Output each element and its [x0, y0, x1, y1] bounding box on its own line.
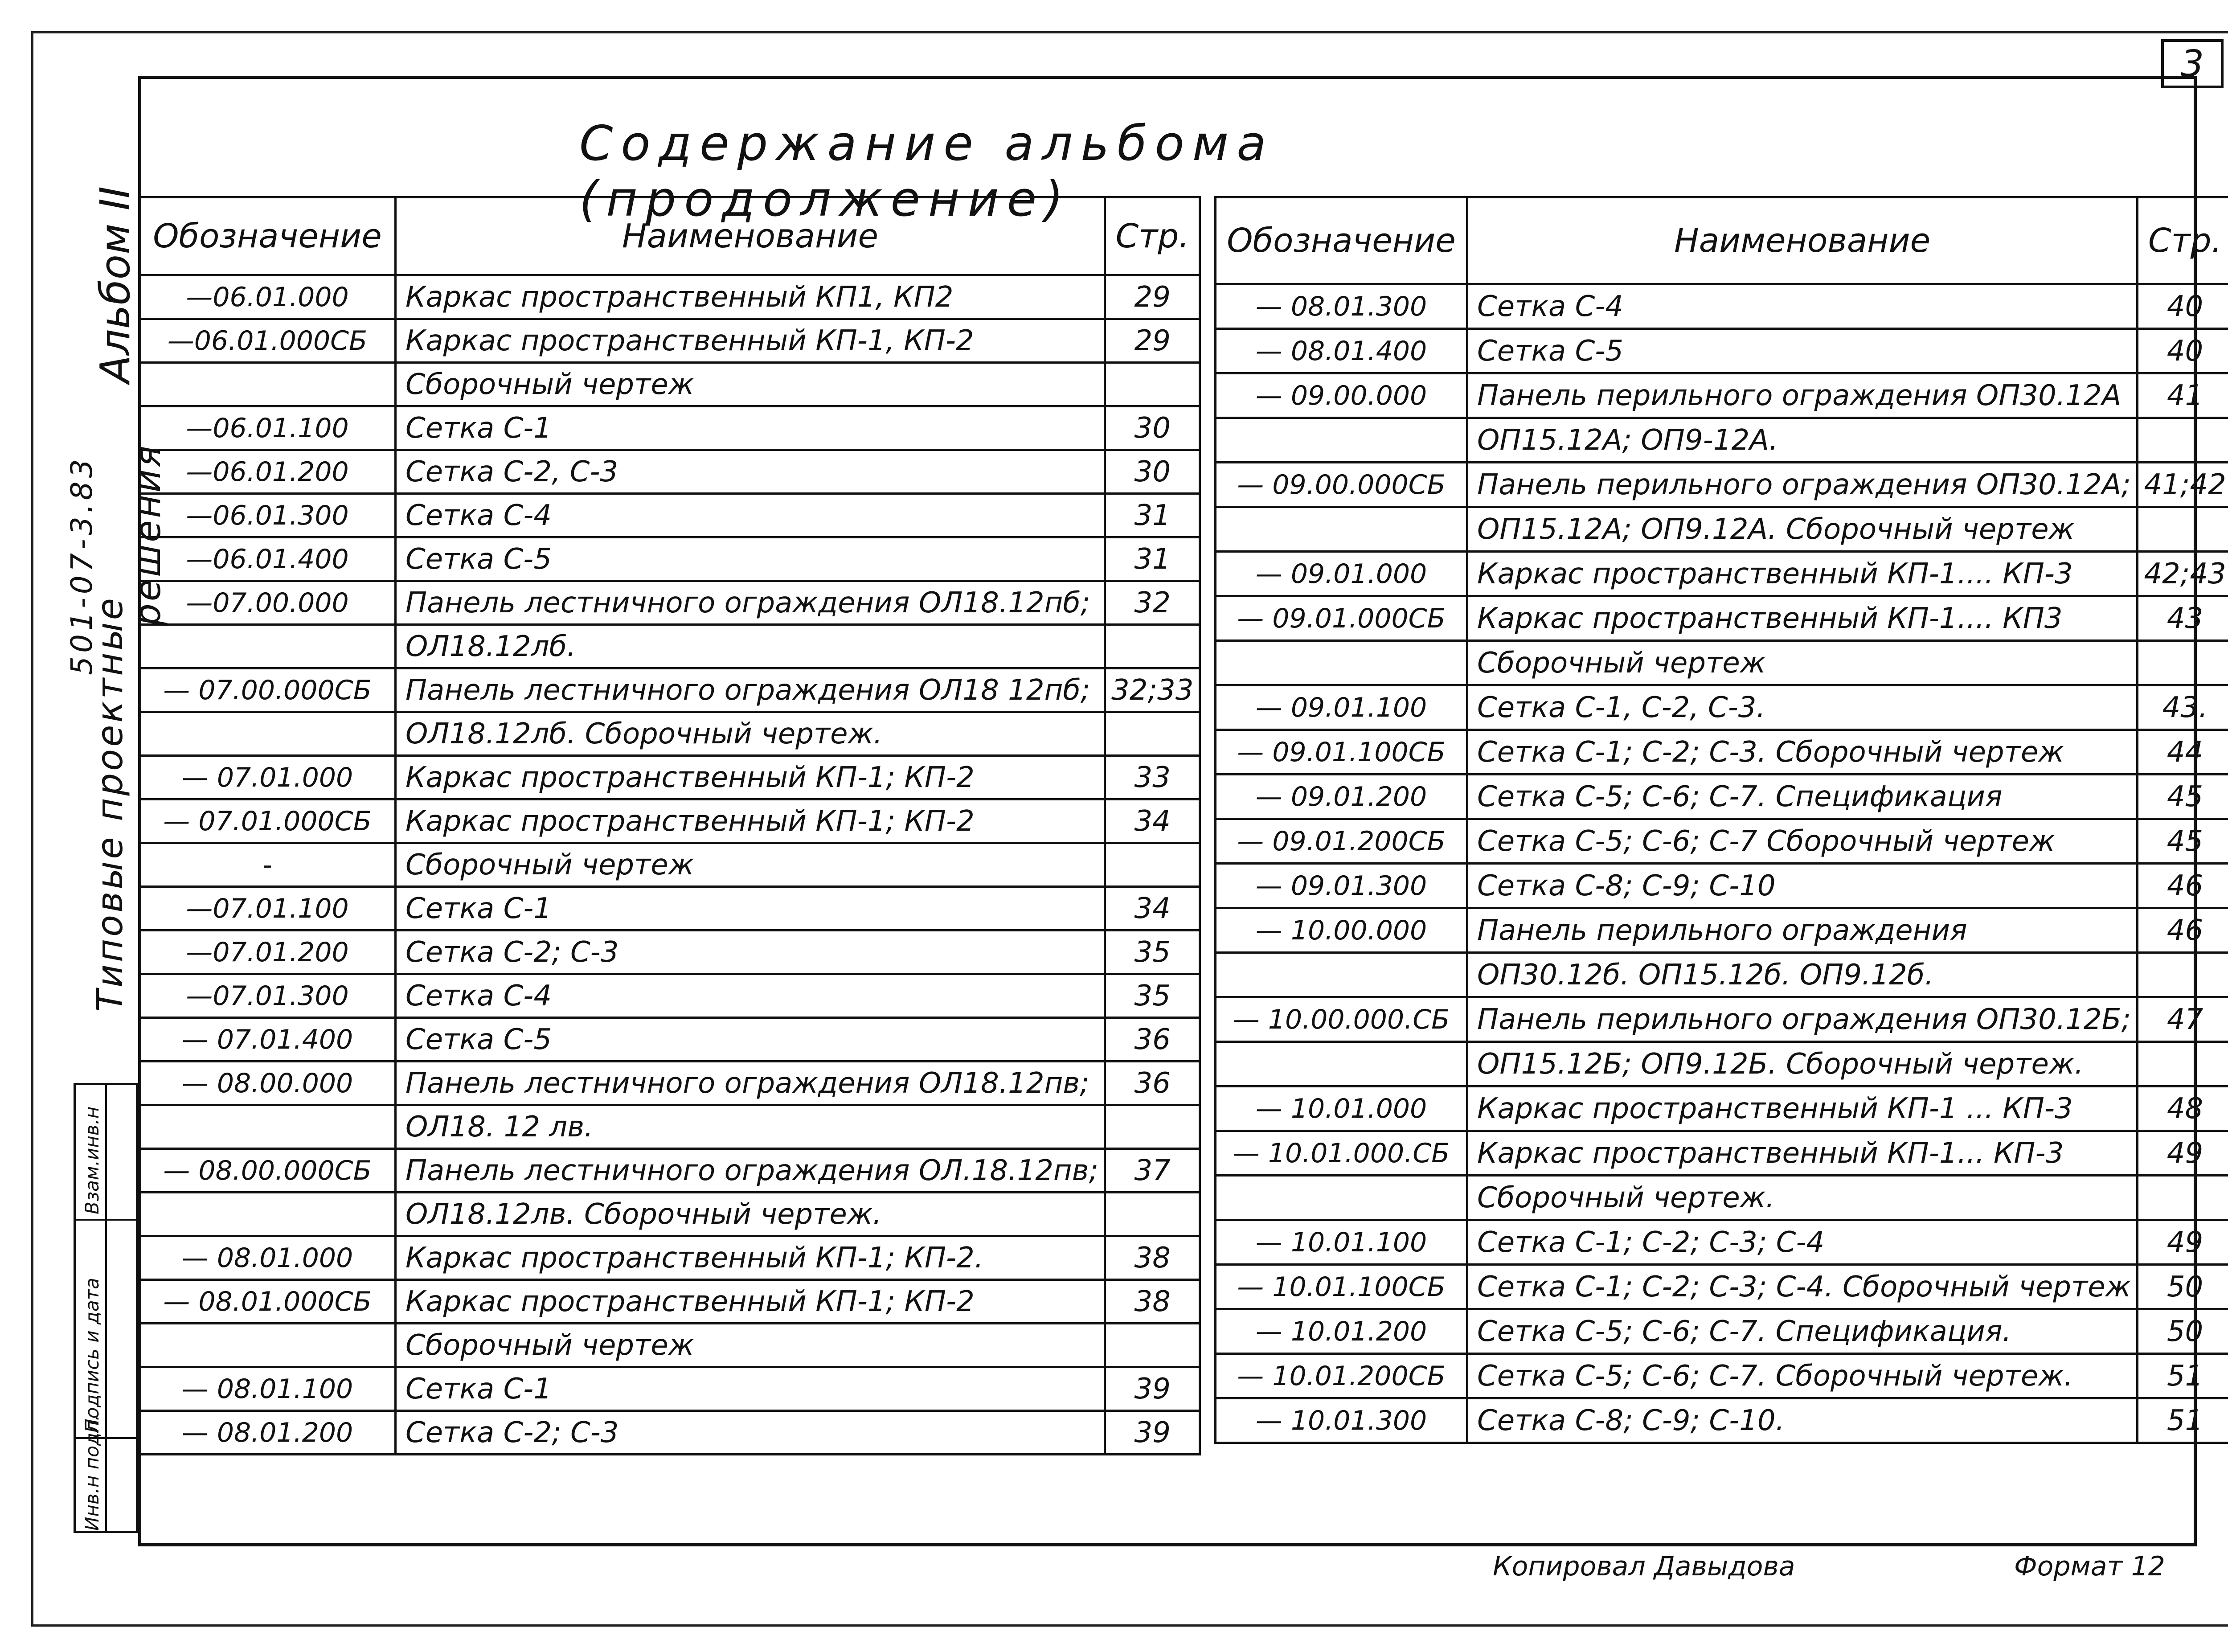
row-page: 36 [1105, 1062, 1200, 1105]
row-code [1216, 1176, 1467, 1220]
row-name: Сетка С-2; С-3 [396, 931, 1105, 974]
row-name: Сборочный чертеж [396, 363, 1105, 406]
table-row [1216, 507, 2228, 552]
row-code: - [139, 843, 396, 887]
table-row [1216, 641, 2228, 685]
row-page: 48 [2138, 1086, 2228, 1131]
row-name: ОП30.12б. ОП15.12б. ОП9.12б. [1467, 953, 2138, 997]
row-page: 49 [2138, 1131, 2228, 1176]
row-page [1105, 1193, 1200, 1236]
table-row [139, 363, 1200, 406]
row-code: — 10.01.200СБ [1216, 1354, 1467, 1398]
row-name: Сборочный чертеж [1467, 641, 2138, 685]
row-name: Панель перильного ограждения ОП30.12Б; [1467, 997, 2138, 1042]
row-code: — 09.01.200СБ [1216, 819, 1467, 864]
table-row [139, 319, 1200, 363]
row-name: Панель перильного ограждения ОП30.12А [1467, 373, 2138, 418]
row-code: — 09.01.100СБ [1216, 730, 1467, 775]
row-name: Панель лестничного ограждения ОЛ18 12пб; [396, 668, 1105, 712]
table-row [139, 1367, 1200, 1411]
stamp-label-inv: Инв.н подл. [81, 1414, 103, 1531]
row-code: — 07.01.000 [139, 756, 396, 799]
row-name: ОП15.12А; ОП9.12А. Сборочный чертеж [1467, 507, 2138, 552]
header-name: Наименование [1467, 197, 2138, 284]
row-page [1105, 712, 1200, 756]
series-label-line1: Типовые проектные [89, 596, 131, 1012]
row-page [1105, 1105, 1200, 1149]
table-row [139, 756, 1200, 799]
table-row [139, 1193, 1200, 1236]
row-code: — 08.01.200 [139, 1411, 396, 1455]
table-row [139, 406, 1200, 450]
row-page: 38 [1105, 1236, 1200, 1280]
row-name: Каркас пространственный КП-1; КП-2 [396, 799, 1105, 843]
row-name: Сетка С-5 [396, 537, 1105, 581]
row-code: — 10.01.000 [1216, 1086, 1467, 1131]
table-row [1216, 1265, 2228, 1309]
stamp-label-replace: Взам.инв.н [81, 1106, 103, 1214]
row-name: Сетка С-8; С-9; С-10 [1467, 864, 2138, 908]
table-row [139, 1280, 1200, 1324]
row-name: Каркас пространственный КП-1.... КП-3 [1467, 552, 2138, 596]
header-page: Стр. [1105, 197, 1200, 275]
row-page [2138, 1176, 2228, 1220]
row-code: — 09.01.100 [1216, 685, 1467, 730]
row-code: — 10.01.000.СБ [1216, 1131, 1467, 1176]
table-row [1216, 730, 2228, 775]
table-row [139, 712, 1200, 756]
row-code: — 07.01.400 [139, 1018, 396, 1062]
row-name: ОП15.12А; ОП9-12А. [1467, 418, 2138, 463]
table-row [139, 275, 1200, 319]
row-page: 44 [2138, 730, 2228, 775]
row-name: ОЛ18.12лб. [396, 625, 1105, 668]
row-code [139, 712, 396, 756]
row-name: Сетка С-4 [396, 494, 1105, 537]
row-name: Сетка С-1; С-2; С-3. Сборочный чертеж [1467, 730, 2138, 775]
row-code: — 09.01.300 [1216, 864, 1467, 908]
row-code: — 08.01.000 [139, 1236, 396, 1280]
row-name: Сетка С-5; С-6; С-7. Спецификация [1467, 775, 2138, 819]
table-row [1216, 1086, 2228, 1131]
row-code: — 09.01.000СБ [1216, 596, 1467, 641]
row-name: Сетка С-1; С-2; С-3; С-4. Сборочный чертеж [1467, 1265, 2138, 1309]
row-code: —06.01.100 [139, 406, 396, 450]
table-row [1216, 1131, 2228, 1176]
table-row [1216, 1220, 2228, 1265]
row-page: 33 [1105, 756, 1200, 799]
row-page: 50 [2138, 1265, 2228, 1309]
row-code [1216, 418, 1467, 463]
row-code [1216, 507, 1467, 552]
row-page: 40 [2138, 329, 2228, 373]
row-code: — 07.01.000СБ [139, 799, 396, 843]
row-page: 39 [1105, 1367, 1200, 1411]
row-code [1216, 953, 1467, 997]
row-page: 32;33 [1105, 668, 1200, 712]
row-name: Каркас пространственный КП-1; КП-2 [396, 1280, 1105, 1324]
row-page [2138, 953, 2228, 997]
row-name: Сетка С-8; С-9; С-10. [1467, 1398, 2138, 1443]
row-name: Сетка С-1 [396, 1367, 1105, 1411]
row-page: 34 [1105, 887, 1200, 931]
table-row [139, 1062, 1200, 1105]
row-page: 51 [2138, 1398, 2228, 1443]
row-code [1216, 1042, 1467, 1086]
row-code [1216, 641, 1467, 685]
row-code: —06.01.200 [139, 450, 396, 494]
copied-by: Копировал Давыдова [1493, 1551, 1795, 1582]
row-name: Панель перильного ограждения [1467, 908, 2138, 953]
row-code: —06.01.300 [139, 494, 396, 537]
header-name: Наименование [396, 197, 1105, 275]
row-page: 38 [1105, 1280, 1200, 1324]
table-row [1216, 775, 2228, 819]
row-code: — 10.01.100СБ [1216, 1265, 1467, 1309]
row-code [139, 363, 396, 406]
row-name: Каркас пространственный КП-1 ... КП-3 [1467, 1086, 2138, 1131]
row-page: 30 [1105, 406, 1200, 450]
row-page: 37 [1105, 1149, 1200, 1193]
header-code: Обозначение [1216, 197, 1467, 284]
table-row [139, 974, 1200, 1018]
row-code: —07.01.200 [139, 931, 396, 974]
contents-table-right [1214, 196, 2228, 1444]
row-code: — 08.01.400 [1216, 329, 1467, 373]
table-row [139, 668, 1200, 712]
row-page [2138, 418, 2228, 463]
row-page: 43 [2138, 596, 2228, 641]
series-label-line2: решения [127, 443, 168, 626]
row-code: — 09.01.000 [1216, 552, 1467, 596]
table-row [139, 799, 1200, 843]
row-name: Каркас пространственный КП1, КП2 [396, 275, 1105, 319]
row-code: — 08.01.300 [1216, 284, 1467, 329]
row-page: 36 [1105, 1018, 1200, 1062]
row-page [1105, 843, 1200, 887]
row-page: 35 [1105, 931, 1200, 974]
row-page: 43. [2138, 685, 2228, 730]
table-row [139, 1411, 1200, 1455]
row-code: — 10.01.200 [1216, 1309, 1467, 1354]
row-page: 49 [2138, 1220, 2228, 1265]
row-code [139, 625, 396, 668]
table-row [1216, 1042, 2228, 1086]
table-row [139, 843, 1200, 887]
table-row [1216, 552, 2228, 596]
row-name: Сетка С-2; С-3 [396, 1411, 1105, 1455]
row-page: 30 [1105, 450, 1200, 494]
row-code: — 10.01.100 [1216, 1220, 1467, 1265]
row-name: Сетка С-1 [396, 887, 1105, 931]
table-row [139, 1105, 1200, 1149]
table-row [139, 1149, 1200, 1193]
row-page: 42;43 [2138, 552, 2228, 596]
row-page: 46 [2138, 864, 2228, 908]
page-title: Содержание альбома (продолжение) [579, 116, 1274, 227]
row-code: — 10.00.000.СБ [1216, 997, 1467, 1042]
row-name: Сборочный чертеж. [1467, 1176, 2138, 1220]
row-name: Каркас пространственный КП-1, КП-2 [396, 319, 1105, 363]
row-name: Сетка С-1, С-2, С-3. [1467, 685, 2138, 730]
stamp-divider [76, 1219, 136, 1221]
row-code: — 09.01.200 [1216, 775, 1467, 819]
row-name: Каркас пространственный КП-1... КП-3 [1467, 1131, 2138, 1176]
row-name: ОП15.12Б; ОП9.12Б. Сборочный чертеж. [1467, 1042, 2138, 1086]
row-name: Панель лестничного ограждения ОЛ18.12пб; [396, 581, 1105, 625]
table-row [1216, 418, 2228, 463]
row-page: 31 [1105, 537, 1200, 581]
row-page: 41;42 [2138, 463, 2228, 507]
row-code: — 09.00.000 [1216, 373, 1467, 418]
table-row [1216, 1398, 2228, 1443]
row-code [139, 1324, 396, 1367]
table-row [1216, 1309, 2228, 1354]
row-page [1105, 1324, 1200, 1367]
stamp-label-signature: Подпись и дата [81, 1278, 103, 1433]
table-row [1216, 596, 2228, 641]
row-code: —06.01.400 [139, 537, 396, 581]
row-page [2138, 507, 2228, 552]
row-code: —07.01.100 [139, 887, 396, 931]
row-name: Сборочный чертеж [396, 1324, 1105, 1367]
row-code: —06.01.000 [139, 275, 396, 319]
table-row [139, 887, 1200, 931]
table-row [1216, 953, 2228, 997]
table-row [139, 931, 1200, 974]
header-page: Стр. [2138, 197, 2228, 284]
table-row [1216, 284, 2228, 329]
table-row [139, 1236, 1200, 1280]
row-page: 39 [1105, 1411, 1200, 1455]
row-code [139, 1193, 396, 1236]
row-code [139, 1105, 396, 1149]
approval-stamp [74, 1083, 138, 1533]
row-code: — 08.00.000 [139, 1062, 396, 1105]
row-name: Панель лестничного ограждения ОЛ.18.12пв; [396, 1149, 1105, 1193]
row-code: —07.01.300 [139, 974, 396, 1018]
row-page: 34 [1105, 799, 1200, 843]
row-page: 41 [2138, 373, 2228, 418]
row-name: Сетка С-5; С-6; С-7. Спецификация. [1467, 1309, 2138, 1354]
table-row [1216, 373, 2228, 418]
album-label: Альбом II [91, 186, 139, 383]
row-code: —07.00.000 [139, 581, 396, 625]
table-row [139, 581, 1200, 625]
contents-table-left [138, 196, 1201, 1455]
table-row [1216, 1176, 2228, 1220]
table-row [139, 625, 1200, 668]
row-page: 51 [2138, 1354, 2228, 1398]
row-page [1105, 625, 1200, 668]
row-name: Сетка С-1 [396, 406, 1105, 450]
sheet-format: Формат 12 [2014, 1551, 2165, 1582]
table-row [139, 494, 1200, 537]
row-page: 35 [1105, 974, 1200, 1018]
table-row [1216, 329, 2228, 373]
row-code: —06.01.000СБ [139, 319, 396, 363]
row-name: Сетка С-5; С-6; С-7. Сборочный чертеж. [1467, 1354, 2138, 1398]
row-code: — 07.00.000СБ [139, 668, 396, 712]
row-page: 50 [2138, 1309, 2228, 1354]
table-row [1216, 463, 2228, 507]
row-name: Сетка С-4 [396, 974, 1105, 1018]
table-row [139, 537, 1200, 581]
header-code: Обозначение [139, 197, 396, 275]
row-name: ОЛ18. 12 лв. [396, 1105, 1105, 1149]
row-page: 45 [2138, 819, 2228, 864]
row-name: Сетка С-5 [1467, 329, 2138, 373]
row-page [2138, 641, 2228, 685]
row-page: 47 [2138, 997, 2228, 1042]
row-code: — 09.00.000СБ [1216, 463, 1467, 507]
table-row [1216, 864, 2228, 908]
row-code: — 08.01.000СБ [139, 1280, 396, 1324]
row-name: Сетка С-5 [396, 1018, 1105, 1062]
row-page: 45 [2138, 775, 2228, 819]
row-name: Сборочный чертеж [396, 843, 1105, 887]
row-name: Сетка С-4 [1467, 284, 2138, 329]
row-page: 40 [2138, 284, 2228, 329]
row-name: Панель перильного ограждения ОП30.12А; [1467, 463, 2138, 507]
row-name: ОЛ18.12лв. Сборочный чертеж. [396, 1193, 1105, 1236]
table-row [139, 450, 1200, 494]
table-row [1216, 819, 2228, 864]
document-code: 501-07-3.83 [65, 455, 99, 675]
row-name: Панель лестничного ограждения ОЛ18.12пв; [396, 1062, 1105, 1105]
row-page: 46 [2138, 908, 2228, 953]
row-name: Каркас пространственный КП-1; КП-2 [396, 756, 1105, 799]
row-name: Сетка С-5; С-6; С-7 Сборочный чертеж [1467, 819, 2138, 864]
row-page [1105, 363, 1200, 406]
row-page: 29 [1105, 319, 1200, 363]
row-page: 32 [1105, 581, 1200, 625]
row-name: Сетка С-1; С-2; С-3; С-4 [1467, 1220, 2138, 1265]
row-page: 29 [1105, 275, 1200, 319]
table-row [1216, 685, 2228, 730]
table-row [1216, 908, 2228, 953]
row-code: — 10.00.000 [1216, 908, 1467, 953]
table-row [1216, 1354, 2228, 1398]
row-code: — 08.00.000СБ [139, 1149, 396, 1193]
table-row [139, 1018, 1200, 1062]
row-page: 31 [1105, 494, 1200, 537]
row-code: — 08.01.100 [139, 1367, 396, 1411]
table-row [1216, 997, 2228, 1042]
row-name: ОЛ18.12лб. Сборочный чертеж. [396, 712, 1105, 756]
row-page [2138, 1042, 2228, 1086]
table-row [139, 1324, 1200, 1367]
page-number: 3 [2161, 39, 2224, 88]
row-name: Каркас пространственный КП-1; КП-2. [396, 1236, 1105, 1280]
row-code: — 10.01.300 [1216, 1398, 1467, 1443]
row-name: Сетка С-2, С-3 [396, 450, 1105, 494]
row-name: Каркас пространственный КП-1.... КП3 [1467, 596, 2138, 641]
